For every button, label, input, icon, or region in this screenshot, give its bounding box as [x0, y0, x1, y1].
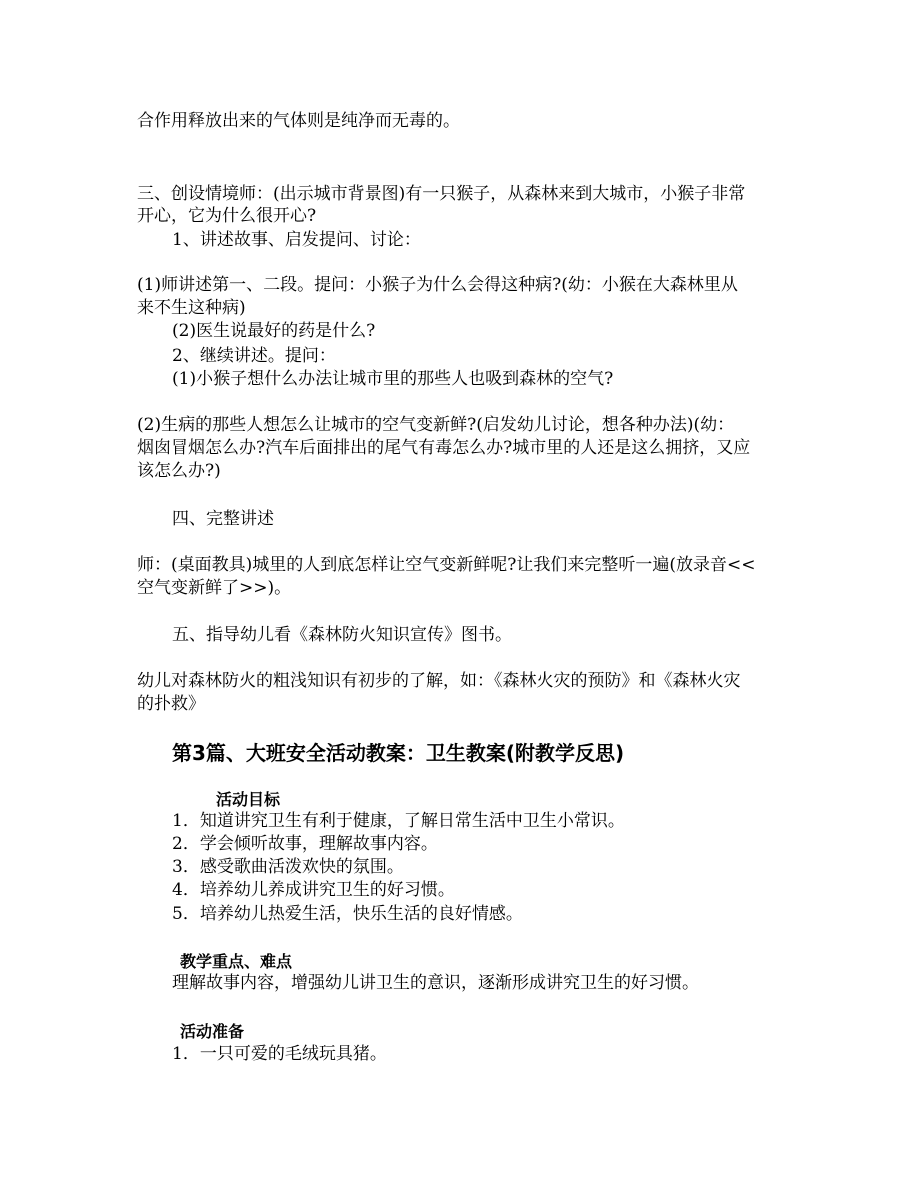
paragraph-line: 五、指导幼儿看《森林防火知识宣传》图书。: [172, 625, 512, 645]
paragraph-line: 四、完整讲述: [172, 509, 274, 529]
paragraph-line: (2)医生说最好的药是什么?: [172, 321, 376, 341]
list-item: 2．学会倾听故事，理解故事内容。: [172, 834, 438, 854]
paragraph-line: 师：(桌面教具)城里的人到底怎样让空气变新鲜呢?让我们来完整听一遍(放录音<<: [137, 555, 756, 575]
paragraph-line: 烟囱冒烟怎么办?汽车后面排出的尾气有毒怎么办?城市里的人还是这么拥挤，又应: [137, 438, 751, 458]
paragraph-line: 空气变新鲜了>>)。: [137, 578, 292, 598]
paragraph-line: (1)师讲述第一、二段。提问：小猴子为什么会得这种病?(幼：小猴在大森林里从: [137, 275, 738, 295]
list-item: 1．一只可爱的毛绒玩具猪。: [172, 1044, 387, 1064]
preparation-heading: 活动准备: [180, 1022, 245, 1041]
paragraph-line: 的扑救》: [137, 694, 205, 714]
paragraph-line: 2、继续讲述。提问：: [172, 346, 336, 366]
paragraph-line: 幼儿对森林防火的粗浅知识有初步的了解，如：《森林火灾的预防》和《森林火灾: [137, 671, 741, 691]
list-item: 1．知道讲究卫生有利于健康，了解日常生活中卫生小常识。: [172, 811, 625, 831]
paragraph-line: 1、讲述故事、启发提问、讨论：: [172, 230, 421, 250]
paragraph-line: 开心，它为什么很开心?: [137, 206, 317, 226]
paragraph-line: (1)小猴子想什么办法让城市里的那些人也吸到森林的空气?: [172, 369, 614, 389]
key-points-heading: 教学重点、难点: [180, 952, 293, 971]
paragraph-line: (2)生病的那些人想怎么让城市的空气变新鲜?(启发幼儿讨论，想各种办法)(幼：: [137, 415, 735, 435]
list-item: 5．培养幼儿热爱生活，快乐生活的良好情感。: [172, 904, 523, 924]
paragraph-line: 该怎么办?): [137, 461, 221, 481]
key-points-text: 理解故事内容，增强幼儿讲卫生的意识，逐渐形成讲究卫生的好习惯。: [172, 973, 699, 993]
list-item: 4．培养幼儿养成讲究卫生的好习惯。: [172, 880, 455, 900]
paragraph-line: 合作用释放出来的气体则是纯净而无毒的。: [137, 111, 460, 131]
paragraph-line: 来不生这种病): [137, 298, 246, 318]
paragraph-line: 三、创设情境师：(出示城市背景图)有一只猴子，从森林来到大城市，小猴子非常: [137, 184, 746, 204]
section-title: 第3篇、大班安全活动教案：卫生教案(附教学反思): [172, 741, 625, 765]
goals-heading: 活动目标: [216, 790, 281, 809]
list-item: 3．感受歌曲活泼欢快的氛围。: [172, 857, 404, 877]
